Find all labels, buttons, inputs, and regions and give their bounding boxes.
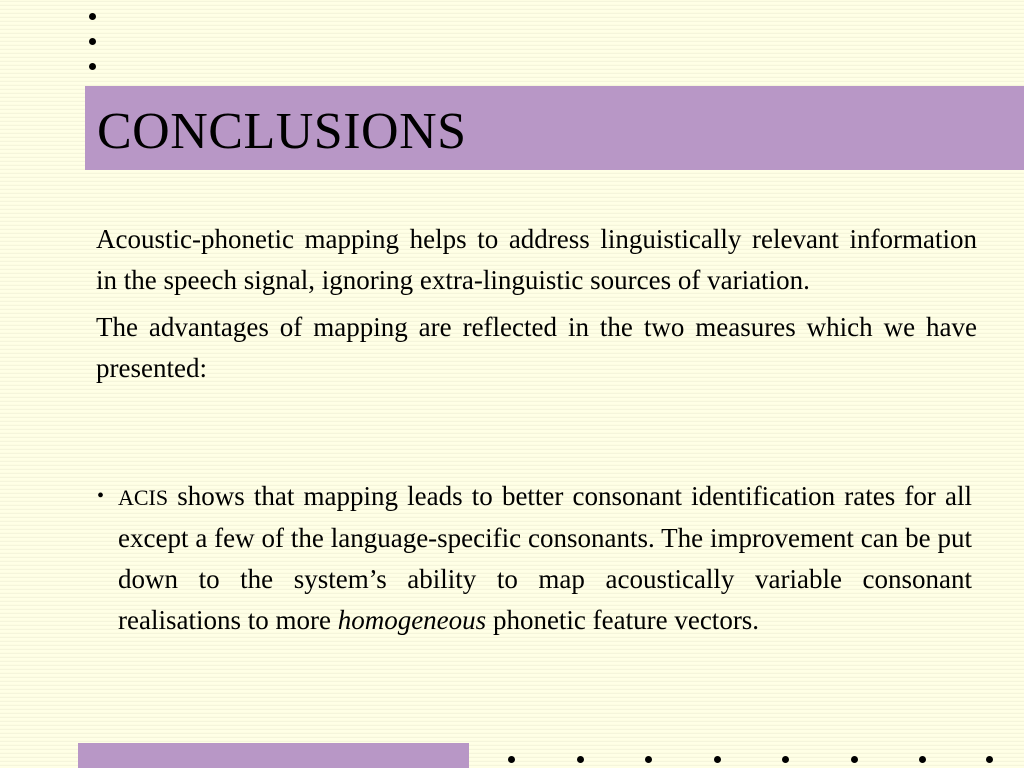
decorative-dot	[782, 756, 789, 763]
decorative-dot	[919, 756, 926, 763]
decorative-dot	[508, 756, 515, 763]
bullet-marker: •	[97, 485, 105, 507]
decorative-dot	[645, 756, 652, 763]
list-item	[96, 476, 972, 641]
decorative-dot	[577, 756, 584, 763]
bullet-text-end: phonetic feature vectors.	[486, 605, 760, 635]
decorative-dot	[89, 38, 96, 45]
decorative-dot	[851, 756, 858, 763]
decorative-dot	[986, 756, 993, 763]
body-paragraph: The advantages of mapping are reflected in the two measures which we have presented:	[96, 312, 977, 383]
bullet-list	[96, 476, 972, 641]
bullet-term: ACIS	[118, 485, 169, 510]
decorative-dot	[89, 63, 96, 70]
bottom-band	[78, 743, 469, 768]
bullet-text: shows that mapping leads to better consonant identification rates for all except a few of the language-specific consonants. The improvement can be put down to the system’s ability to map acoustically variable consonant realisations to more	[118, 481, 972, 635]
slide-title: CONCLUSIONS	[97, 103, 467, 160]
body-paragraph: Acoustic-phonetic mapping helps to address linguistically relevant information in the speech signal, ignoring extra-linguistic sources of variation.	[96, 224, 977, 295]
decorative-dot	[714, 756, 721, 763]
bullet-emphasis: homogeneous	[337, 605, 487, 635]
slide-body	[96, 219, 977, 395]
decorative-dot	[89, 13, 96, 20]
